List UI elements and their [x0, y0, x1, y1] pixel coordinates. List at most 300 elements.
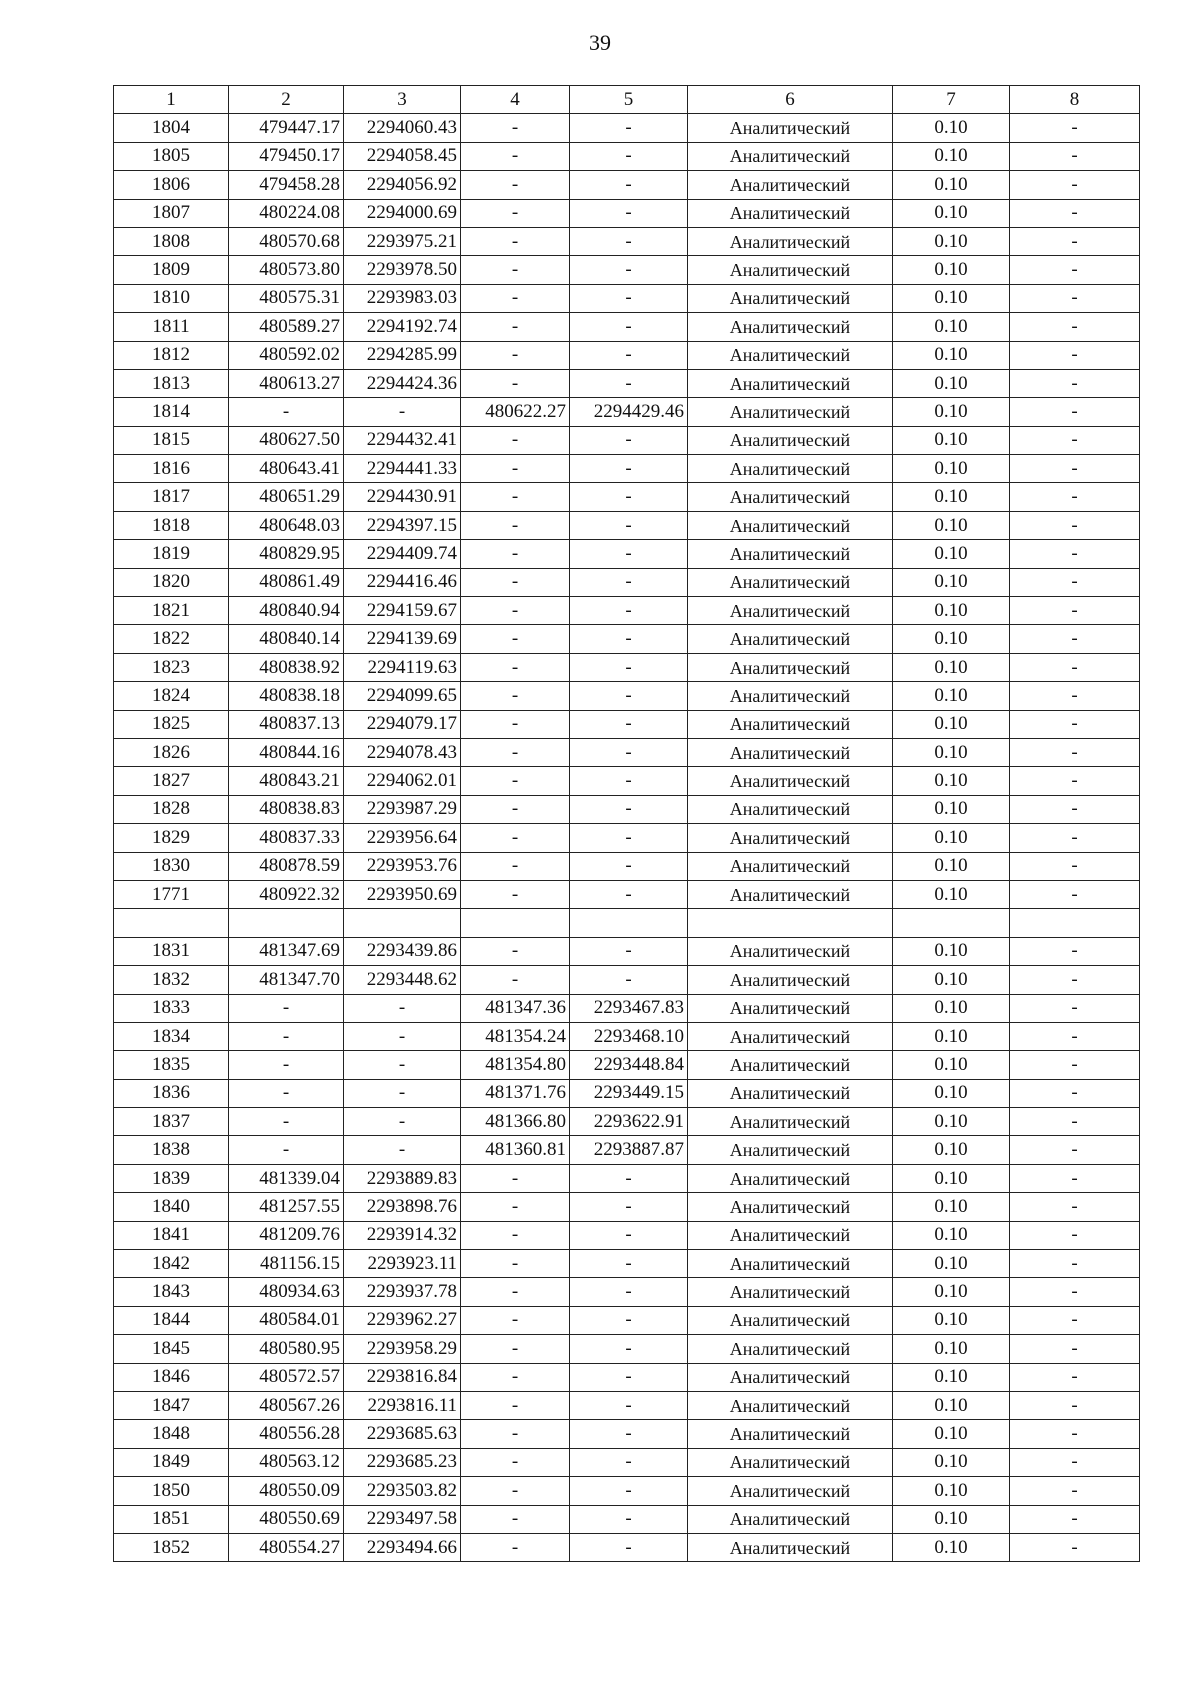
- table-cell: -: [1010, 597, 1140, 625]
- table-cell: -: [1010, 710, 1140, 738]
- table-cell: -: [461, 710, 570, 738]
- table-cell: 0.10: [893, 142, 1010, 170]
- table-cell: -: [461, 1164, 570, 1192]
- table-cell: -: [1010, 682, 1140, 710]
- table-cell: Аналитический: [688, 1335, 893, 1363]
- table-cell: 1846: [114, 1363, 229, 1391]
- table-cell: -: [1010, 824, 1140, 852]
- table-cell: -: [461, 426, 570, 454]
- table-cell: 1843: [114, 1278, 229, 1306]
- table-row: [114, 455, 1140, 483]
- table-cell: 480613.27: [229, 369, 344, 397]
- table-cell: -: [461, 1221, 570, 1249]
- table-cell: Аналитический: [688, 653, 893, 681]
- table-cell: 1816: [114, 455, 229, 483]
- table-cell: 2293685.23: [344, 1448, 461, 1476]
- table-cell: 2294060.43: [344, 114, 461, 142]
- table-cell: 480840.94: [229, 597, 344, 625]
- table-cell: Аналитический: [688, 1533, 893, 1561]
- table-cell: 481156.15: [229, 1250, 344, 1278]
- table-cell: 481354.24: [461, 1022, 570, 1050]
- table-row: [114, 1448, 1140, 1476]
- table-cell: -: [570, 483, 688, 511]
- table-cell: -: [570, 710, 688, 738]
- table-cell: Аналитический: [688, 966, 893, 994]
- table-cell: 479447.17: [229, 114, 344, 142]
- table-cell: -: [461, 313, 570, 341]
- table-cell: -: [570, 1164, 688, 1192]
- table-cell: 480643.41: [229, 455, 344, 483]
- table-cell: 480556.28: [229, 1420, 344, 1448]
- column-header: 1: [114, 86, 229, 114]
- table-cell: Аналитический: [688, 171, 893, 199]
- table-cell: -: [1010, 398, 1140, 426]
- table-cell: -: [461, 852, 570, 880]
- table-cell: -: [570, 1193, 688, 1221]
- table-cell: 2293987.29: [344, 795, 461, 823]
- table-cell: 2293889.83: [344, 1164, 461, 1192]
- table-cell: 2293816.84: [344, 1363, 461, 1391]
- table-row: [114, 142, 1140, 170]
- table-cell: 480838.83: [229, 795, 344, 823]
- page-number: 39: [589, 30, 611, 55]
- table-cell: Аналитический: [688, 880, 893, 908]
- table-cell: 2293494.66: [344, 1533, 461, 1561]
- table-cell: 2294062.01: [344, 767, 461, 795]
- table-row: [114, 511, 1140, 539]
- table-cell: -: [1010, 1108, 1140, 1136]
- table-row: [114, 256, 1140, 284]
- table-cell: -: [461, 1193, 570, 1221]
- table-cell: -: [1010, 284, 1140, 312]
- table-cell: 0.10: [893, 369, 1010, 397]
- table-cell: 0.10: [893, 1533, 1010, 1561]
- table-cell: 1834: [114, 1022, 229, 1050]
- table-row: [114, 1477, 1140, 1505]
- table-cell: 2293622.91: [570, 1108, 688, 1136]
- table-cell: -: [461, 227, 570, 255]
- table-cell: -: [461, 199, 570, 227]
- table-cell: 1824: [114, 682, 229, 710]
- table-cell: 481339.04: [229, 1164, 344, 1192]
- table-row: [114, 1051, 1140, 1079]
- table-cell: 480224.08: [229, 199, 344, 227]
- table-cell: -: [570, 1391, 688, 1419]
- table-cell: -: [570, 852, 688, 880]
- table-cell: Аналитический: [688, 1477, 893, 1505]
- table-cell: Аналитический: [688, 824, 893, 852]
- table-cell: [114, 909, 229, 937]
- table-cell: -: [1010, 1051, 1140, 1079]
- table-cell: Аналитический: [688, 540, 893, 568]
- table-cell: -: [229, 398, 344, 426]
- table-cell: -: [1010, 313, 1140, 341]
- table-cell: -: [1010, 1164, 1140, 1192]
- table-cell: -: [570, 511, 688, 539]
- table-cell: -: [1010, 1533, 1140, 1561]
- table-cell: Аналитический: [688, 511, 893, 539]
- table-cell: 1829: [114, 824, 229, 852]
- table-row: [114, 1079, 1140, 1107]
- table-row: [114, 653, 1140, 681]
- table-cell: 1832: [114, 966, 229, 994]
- table-cell: Аналитический: [688, 341, 893, 369]
- table-cell: Аналитический: [688, 1505, 893, 1533]
- table-cell: Аналитический: [688, 682, 893, 710]
- table-cell: 480584.01: [229, 1306, 344, 1334]
- table-cell: 0.10: [893, 1108, 1010, 1136]
- table-cell: 0.10: [893, 994, 1010, 1022]
- table-row: [114, 1420, 1140, 1448]
- table-cell: 2293449.15: [570, 1079, 688, 1107]
- table-cell: 0.10: [893, 511, 1010, 539]
- table-cell: 480622.27: [461, 398, 570, 426]
- table-cell: 479458.28: [229, 171, 344, 199]
- table-cell: -: [1010, 1363, 1140, 1391]
- table-cell: -: [461, 540, 570, 568]
- table-cell: 480567.26: [229, 1391, 344, 1419]
- table-cell: 2294079.17: [344, 710, 461, 738]
- column-header: 3: [344, 86, 461, 114]
- table-cell: 0.10: [893, 483, 1010, 511]
- table-cell: -: [570, 653, 688, 681]
- table-cell: 480627.50: [229, 426, 344, 454]
- table-cell: Аналитический: [688, 1079, 893, 1107]
- table-cell: 480550.69: [229, 1505, 344, 1533]
- table-cell: 1825: [114, 710, 229, 738]
- table-cell: [1010, 909, 1140, 937]
- table-cell: Аналитический: [688, 1164, 893, 1192]
- table-cell: 0.10: [893, 852, 1010, 880]
- table-row: [114, 1306, 1140, 1334]
- table-cell: -: [1010, 1221, 1140, 1249]
- table-cell: -: [570, 966, 688, 994]
- table-cell: -: [461, 824, 570, 852]
- table-cell: Аналитический: [688, 142, 893, 170]
- table-row: [114, 966, 1140, 994]
- table-cell: 2293468.10: [570, 1022, 688, 1050]
- table-cell: -: [570, 256, 688, 284]
- table-cell: -: [570, 880, 688, 908]
- table-cell: -: [570, 426, 688, 454]
- table-cell: -: [570, 1363, 688, 1391]
- table-cell: -: [570, 824, 688, 852]
- table-row: [114, 795, 1140, 823]
- table-row: [114, 767, 1140, 795]
- table-cell: Аналитический: [688, 313, 893, 341]
- table-cell: -: [570, 341, 688, 369]
- table-cell: -: [1010, 426, 1140, 454]
- table-cell: 2294056.92: [344, 171, 461, 199]
- table-cell: -: [461, 568, 570, 596]
- table-cell: -: [461, 171, 570, 199]
- table-cell: 0.10: [893, 341, 1010, 369]
- table-cell: 1837: [114, 1108, 229, 1136]
- table-cell: -: [1010, 625, 1140, 653]
- table-cell: 1807: [114, 199, 229, 227]
- table-cell: -: [344, 398, 461, 426]
- table-row: [114, 597, 1140, 625]
- table-cell: 1827: [114, 767, 229, 795]
- header-row: [114, 86, 1140, 114]
- table-row: [114, 994, 1140, 1022]
- table-cell: -: [1010, 1505, 1140, 1533]
- table-cell: [344, 909, 461, 937]
- table-cell: 1831: [114, 937, 229, 965]
- table-cell: -: [570, 142, 688, 170]
- table-cell: Аналитический: [688, 1306, 893, 1334]
- table-cell: 0.10: [893, 568, 1010, 596]
- table-row: [114, 341, 1140, 369]
- table-cell: -: [461, 625, 570, 653]
- table-cell: 2293914.32: [344, 1221, 461, 1249]
- table-cell: 0.10: [893, 227, 1010, 255]
- table-cell: 2294159.67: [344, 597, 461, 625]
- table-cell: -: [461, 1505, 570, 1533]
- table-cell: Аналитический: [688, 1391, 893, 1419]
- table-row: [114, 738, 1140, 766]
- table-cell: 0.10: [893, 767, 1010, 795]
- table-cell: 1830: [114, 852, 229, 880]
- table-cell: 2293439.86: [344, 937, 461, 965]
- table-cell: 480570.68: [229, 227, 344, 255]
- table-cell: 0.10: [893, 171, 1010, 199]
- table-cell: 479450.17: [229, 142, 344, 170]
- table-cell: 2294397.15: [344, 511, 461, 539]
- table-cell: 2293962.27: [344, 1306, 461, 1334]
- column-header: 8: [1010, 86, 1140, 114]
- table-cell: Аналитический: [688, 597, 893, 625]
- table-cell: -: [570, 1420, 688, 1448]
- table-cell: 1812: [114, 341, 229, 369]
- table-cell: -: [1010, 540, 1140, 568]
- table-cell: 2293685.63: [344, 1420, 461, 1448]
- table-cell: 481209.76: [229, 1221, 344, 1249]
- table-cell: -: [1010, 1448, 1140, 1476]
- table-cell: [229, 909, 344, 937]
- table-row: [114, 1278, 1140, 1306]
- table-cell: 1836: [114, 1079, 229, 1107]
- table-cell: 480589.27: [229, 313, 344, 341]
- table-cell: -: [229, 1051, 344, 1079]
- table-cell: 1848: [114, 1420, 229, 1448]
- table-cell: 2293983.03: [344, 284, 461, 312]
- table-cell: -: [461, 1391, 570, 1419]
- table-cell: 0.10: [893, 1051, 1010, 1079]
- table-cell: -: [570, 199, 688, 227]
- table-cell: -: [461, 795, 570, 823]
- table-cell: 1821: [114, 597, 229, 625]
- table-cell: -: [461, 369, 570, 397]
- table-cell: -: [570, 540, 688, 568]
- table-cell: Аналитический: [688, 1193, 893, 1221]
- table-row: [114, 284, 1140, 312]
- table-cell: -: [461, 455, 570, 483]
- table-row: [114, 1335, 1140, 1363]
- table-cell: 1814: [114, 398, 229, 426]
- table-row: [114, 1136, 1140, 1164]
- table-cell: 1828: [114, 795, 229, 823]
- table-cell: 0.10: [893, 1193, 1010, 1221]
- table-cell: 0.10: [893, 1136, 1010, 1164]
- table-cell: -: [570, 1505, 688, 1533]
- table-cell: 1845: [114, 1335, 229, 1363]
- table-cell: 1849: [114, 1448, 229, 1476]
- table-cell: 0.10: [893, 625, 1010, 653]
- table-cell: 1806: [114, 171, 229, 199]
- table-cell: 0.10: [893, 1278, 1010, 1306]
- table-cell: 480550.09: [229, 1477, 344, 1505]
- table-cell: 2294441.33: [344, 455, 461, 483]
- table-cell: 0.10: [893, 1250, 1010, 1278]
- table-cell: 0.10: [893, 398, 1010, 426]
- table-cell: -: [229, 1108, 344, 1136]
- table-cell: 0.10: [893, 880, 1010, 908]
- table-cell: -: [570, 682, 688, 710]
- table-cell: -: [1010, 1250, 1140, 1278]
- table-cell: -: [570, 568, 688, 596]
- table-row: [114, 426, 1140, 454]
- table-cell: 0.10: [893, 284, 1010, 312]
- table-cell: 0.10: [893, 540, 1010, 568]
- table-row: [114, 199, 1140, 227]
- table-cell: Аналитический: [688, 483, 893, 511]
- table-cell: Аналитический: [688, 1448, 893, 1476]
- table-cell: 2294139.69: [344, 625, 461, 653]
- table-cell: 1805: [114, 142, 229, 170]
- table-cell: Аналитический: [688, 1136, 893, 1164]
- table-cell: 1826: [114, 738, 229, 766]
- table-cell: Аналитический: [688, 1250, 893, 1278]
- table-cell: 0.10: [893, 738, 1010, 766]
- table-cell: 481360.81: [461, 1136, 570, 1164]
- table-cell: 2294099.65: [344, 682, 461, 710]
- table-cell: 2293898.76: [344, 1193, 461, 1221]
- table-cell: -: [1010, 653, 1140, 681]
- table-cell: -: [1010, 114, 1140, 142]
- table-cell: Аналитический: [688, 1420, 893, 1448]
- table-cell: 480878.59: [229, 852, 344, 880]
- table-cell: -: [1010, 511, 1140, 539]
- table-cell: 2293448.84: [570, 1051, 688, 1079]
- table-cell: 1840: [114, 1193, 229, 1221]
- table-cell: 480554.27: [229, 1533, 344, 1561]
- table-cell: -: [1010, 966, 1140, 994]
- table-cell: 480573.80: [229, 256, 344, 284]
- table-cell: -: [570, 625, 688, 653]
- table-row: [114, 937, 1140, 965]
- table-cell: 481347.36: [461, 994, 570, 1022]
- table-cell: 0.10: [893, 114, 1010, 142]
- table-cell: 481347.70: [229, 966, 344, 994]
- table-cell: -: [1010, 369, 1140, 397]
- table-cell: -: [570, 1533, 688, 1561]
- table-cell: -: [570, 313, 688, 341]
- table-cell: 1847: [114, 1391, 229, 1419]
- table-cell: -: [461, 1363, 570, 1391]
- table-row: [114, 1505, 1140, 1533]
- table-row: [114, 1533, 1140, 1561]
- table-cell: 0.10: [893, 426, 1010, 454]
- table-row: [114, 710, 1140, 738]
- table-cell: 2293448.62: [344, 966, 461, 994]
- table-cell: 0.10: [893, 256, 1010, 284]
- table-cell: 1852: [114, 1533, 229, 1561]
- table-cell: Аналитический: [688, 284, 893, 312]
- table-cell: 2294416.46: [344, 568, 461, 596]
- table-cell: 1819: [114, 540, 229, 568]
- table-cell: 2293503.82: [344, 1477, 461, 1505]
- table-cell: 0.10: [893, 1391, 1010, 1419]
- table-cell: 1818: [114, 511, 229, 539]
- table-cell: 2293816.11: [344, 1391, 461, 1419]
- table-cell: -: [1010, 1079, 1140, 1107]
- table-cell: Аналитический: [688, 256, 893, 284]
- table-cell: -: [1010, 994, 1140, 1022]
- table-cell: Аналитический: [688, 852, 893, 880]
- table-cell: -: [1010, 767, 1140, 795]
- table-cell: -: [461, 142, 570, 170]
- table-cell: -: [570, 171, 688, 199]
- table-cell: 1839: [114, 1164, 229, 1192]
- table-cell: -: [461, 284, 570, 312]
- table-row: [114, 1391, 1140, 1419]
- table-cell: 2293887.87: [570, 1136, 688, 1164]
- table-cell: Аналитический: [688, 114, 893, 142]
- table-cell: -: [570, 1278, 688, 1306]
- table-cell: -: [1010, 483, 1140, 511]
- table-cell: 0.10: [893, 1363, 1010, 1391]
- table-cell: 2293497.58: [344, 1505, 461, 1533]
- table-cell: Аналитический: [688, 1278, 893, 1306]
- table-cell: -: [461, 1448, 570, 1476]
- table-cell: -: [461, 1278, 570, 1306]
- table-cell: Аналитический: [688, 1108, 893, 1136]
- table-cell: Аналитический: [688, 398, 893, 426]
- table-cell: 0.10: [893, 937, 1010, 965]
- table-cell: 480934.63: [229, 1278, 344, 1306]
- table-cell: -: [229, 1022, 344, 1050]
- table-cell: 1811: [114, 313, 229, 341]
- table-cell: 480844.16: [229, 738, 344, 766]
- table-cell: -: [1010, 880, 1140, 908]
- table-row: [114, 398, 1140, 426]
- table-cell: -: [461, 880, 570, 908]
- table-cell: -: [1010, 568, 1140, 596]
- table-cell: -: [1010, 171, 1140, 199]
- table-cell: -: [1010, 852, 1140, 880]
- table-cell: -: [461, 1477, 570, 1505]
- table-cell: -: [1010, 1420, 1140, 1448]
- table-cell: -: [570, 937, 688, 965]
- table-cell: 0.10: [893, 597, 1010, 625]
- table-cell: Аналитический: [688, 1051, 893, 1079]
- table-cell: 2293956.64: [344, 824, 461, 852]
- table-cell: 480843.21: [229, 767, 344, 795]
- table-cell: -: [229, 994, 344, 1022]
- table-cell: 481257.55: [229, 1193, 344, 1221]
- table-body: [114, 114, 1140, 1562]
- table-row: [114, 625, 1140, 653]
- table-cell: 481366.80: [461, 1108, 570, 1136]
- table-cell: -: [1010, 1391, 1140, 1419]
- table-cell: -: [461, 767, 570, 795]
- table-cell: -: [461, 483, 570, 511]
- table-row: [114, 114, 1140, 142]
- table-row: [114, 171, 1140, 199]
- table-cell: 480651.29: [229, 483, 344, 511]
- table-cell: 2293937.78: [344, 1278, 461, 1306]
